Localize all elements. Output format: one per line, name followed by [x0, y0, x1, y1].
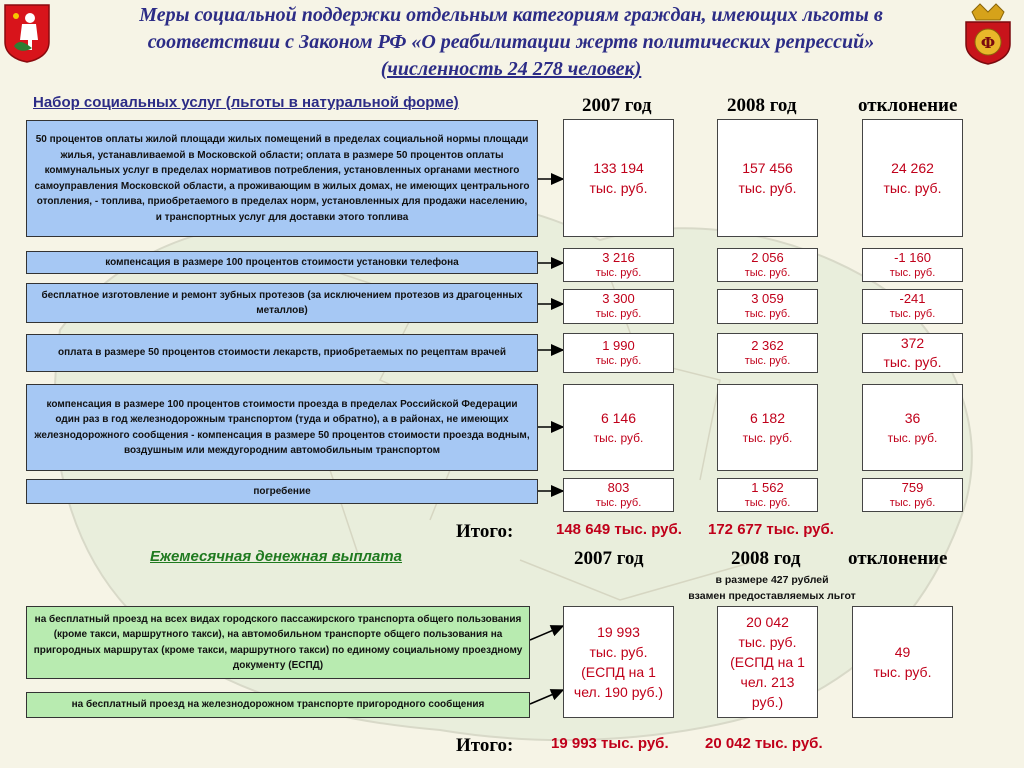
value-unit: тыс. руб.	[889, 266, 936, 279]
moscow-region-emblem	[2, 2, 52, 64]
value-number: 19 993	[597, 624, 640, 640]
value-unit: тыс. руб.	[744, 354, 791, 367]
value-number: 1 562	[751, 479, 784, 495]
edv-deviation	[852, 606, 953, 718]
value-number: 372	[900, 335, 925, 351]
value-number: 2 056	[751, 249, 784, 265]
svg-text:Ф: Ф	[980, 34, 996, 52]
service-row-1-desc: 50 процентов оплаты жилой площади жилых помещений в пределах социальной нормы площади жилья, устанавливаемой в Московской области; оплата в размере 50 процентов оплаты коммунальных услуг в пределах нормативов потребления, установленных органами местного самоуправления Московской области, а проживающим в жилых домах, не имеющих центрального отопления, - топлива, приобретаемого в пределах норм, установленных для продажи населению, и транспортных услуг для доставки этого топлива	[26, 120, 538, 237]
section1-col-deviation: отклонение	[858, 95, 958, 116]
value-unit: тыс. руб.	[889, 496, 936, 509]
service-row-4-deviation	[862, 333, 963, 373]
value-note-2: чел. 190 руб.)	[573, 684, 664, 700]
value-unit: тыс. руб.	[742, 430, 793, 445]
value-unit: тыс. руб.	[589, 180, 648, 196]
edv-row-2-desc: на бесплатный проезд на железнодорожном транспорте пригородного сообщения	[26, 692, 530, 718]
service-row-3-2008	[717, 289, 818, 324]
service-row-3-2007	[563, 289, 674, 324]
service-row-2-2008	[717, 248, 818, 282]
value-number: 157 456	[742, 160, 793, 176]
service-row-1-2007	[563, 119, 674, 237]
service-row-2-deviation	[862, 248, 963, 282]
title-line-3: (численность 24 278 человек)	[380, 58, 642, 80]
value-unit: тыс. руб.	[589, 644, 648, 660]
value-number: 2 362	[751, 337, 784, 353]
value-number: 3 300	[602, 291, 635, 306]
service-row-6-2008	[717, 478, 818, 512]
value-note-2: чел. 213	[740, 674, 795, 690]
value-number: 6 146	[600, 409, 637, 426]
value-unit: тыс. руб.	[595, 496, 642, 509]
value-number: -241	[899, 291, 926, 306]
value-number: 1 990	[602, 337, 635, 353]
title-line-2: соответствии с Законом РФ «О реабилитации жертв политических репрессий»	[147, 31, 875, 53]
value-note-1: (ЕСПД на 1	[730, 654, 805, 670]
section1-col-2007: 2007 год	[582, 95, 652, 116]
service-row-4-2007	[563, 333, 674, 373]
value-unit: тыс. руб.	[883, 354, 942, 370]
section2-total-label: Итого:	[456, 735, 514, 756]
section1-col-2008: 2008 год	[727, 95, 797, 116]
service-row-2-desc: компенсация в размере 100 процентов стоимости установки телефона	[26, 251, 538, 274]
value-number: 20 042	[746, 614, 789, 630]
service-row-1-2008	[717, 119, 818, 237]
edv-2008	[717, 606, 818, 718]
value-number: 3 216	[602, 249, 635, 265]
section2-heading: Ежемесячная денежная выплата	[150, 548, 402, 565]
value-number: 49	[894, 644, 911, 660]
service-row-3-deviation	[862, 289, 963, 324]
service-row-4-desc: оплата в размере 50 процентов стоимости лекарств, приобретаемых по рецептам врачей	[26, 334, 538, 372]
section2-total-2008: 20 042 тыс. руб.	[705, 735, 823, 752]
page-title	[70, 2, 952, 83]
service-row-5-2008	[717, 384, 818, 471]
section2-total-2007: 19 993 тыс. руб.	[551, 735, 669, 752]
service-row-4-2008	[717, 333, 818, 373]
note-line-2: взамен предоставляемых льгот	[688, 590, 856, 602]
value-number: 133 194	[593, 160, 644, 176]
arrow-edv-1	[530, 626, 563, 640]
value-unit: тыс. руб.	[887, 430, 938, 445]
value-unit: тыс. руб.	[738, 180, 797, 196]
value-unit: тыс. руб.	[595, 308, 642, 320]
service-row-6-2007	[563, 478, 674, 512]
section2-col-2008: 2008 год	[731, 548, 801, 569]
service-row-3-desc: бесплатное изготовление и ремонт зубных протезов (за исключением протезов из драгоценных металлов)	[26, 283, 538, 323]
section1-total-2007: 148 649 тыс. руб.	[556, 521, 682, 538]
section2-note	[660, 572, 884, 604]
edv-2007	[563, 606, 674, 718]
service-row-5-desc: компенсация в размере 100 процентов стоимости проезда в пределах Российской Федерации один раз в год железнодорожным транспортом (туда и обратно), а в районах, не имеющих железнодорожного сообщения - компенсация в размере 50 процентов стоимости проезда водным, воздушным или междугородним автомобильным транспортом	[26, 384, 538, 471]
value-unit: тыс. руб.	[883, 180, 942, 196]
value-number: -1 160	[894, 249, 931, 265]
section1-heading: Набор социальных услуг (льготы в натуральной форме)	[33, 94, 459, 111]
note-line-1: в размере 427 рублей	[715, 574, 829, 586]
value-number: 6 182	[749, 409, 786, 426]
value-number: 3 059	[751, 291, 784, 306]
value-unit: тыс. руб.	[889, 308, 936, 320]
value-unit: тыс. руб.	[593, 430, 644, 445]
value-note-1: (ЕСПД на 1	[581, 664, 656, 680]
service-row-1-deviation	[862, 119, 963, 237]
service-row-6-deviation	[862, 478, 963, 512]
service-row-6-desc: погребение	[26, 479, 538, 504]
value-number: 36	[904, 409, 921, 426]
value-unit: тыс. руб.	[738, 634, 797, 650]
value-number: 24 262	[891, 160, 934, 176]
value-unit: тыс. руб.	[744, 266, 791, 279]
ministry-emblem	[958, 2, 1018, 66]
section2-col-deviation: отклонение	[848, 548, 948, 569]
service-row-2-2007	[563, 248, 674, 282]
value-note-3: руб.)	[751, 694, 784, 710]
value-unit: тыс. руб.	[873, 664, 932, 680]
section1-total-2008: 172 677 тыс. руб.	[708, 521, 834, 538]
value-number: 803	[607, 479, 630, 495]
section1-total-label: Итого:	[456, 521, 514, 542]
arrow-edv-2	[530, 690, 563, 704]
edv-row-1-desc: на бесплатный проезд на всех видах городского пассажирского транспорта общего пользования (кроме такси, маршрутного такси), на автомобильном транспорте общего пользования на пригородных маршрутах (кроме такси, маршрутного такси) по единому социальному проездному документу (ЕСПД)	[26, 606, 530, 679]
service-row-5-2007	[563, 384, 674, 471]
value-unit: тыс. руб.	[744, 308, 791, 320]
value-unit: тыс. руб.	[744, 496, 791, 509]
value-unit: тыс. руб.	[595, 266, 642, 279]
value-number: 759	[901, 479, 924, 495]
value-unit: тыс. руб.	[595, 354, 642, 367]
service-row-5-deviation	[862, 384, 963, 471]
title-line-1: Меры социальной поддержки отдельным категориям граждан, имеющих льготы в	[139, 4, 883, 26]
section2-col-2007: 2007 год	[574, 548, 644, 569]
